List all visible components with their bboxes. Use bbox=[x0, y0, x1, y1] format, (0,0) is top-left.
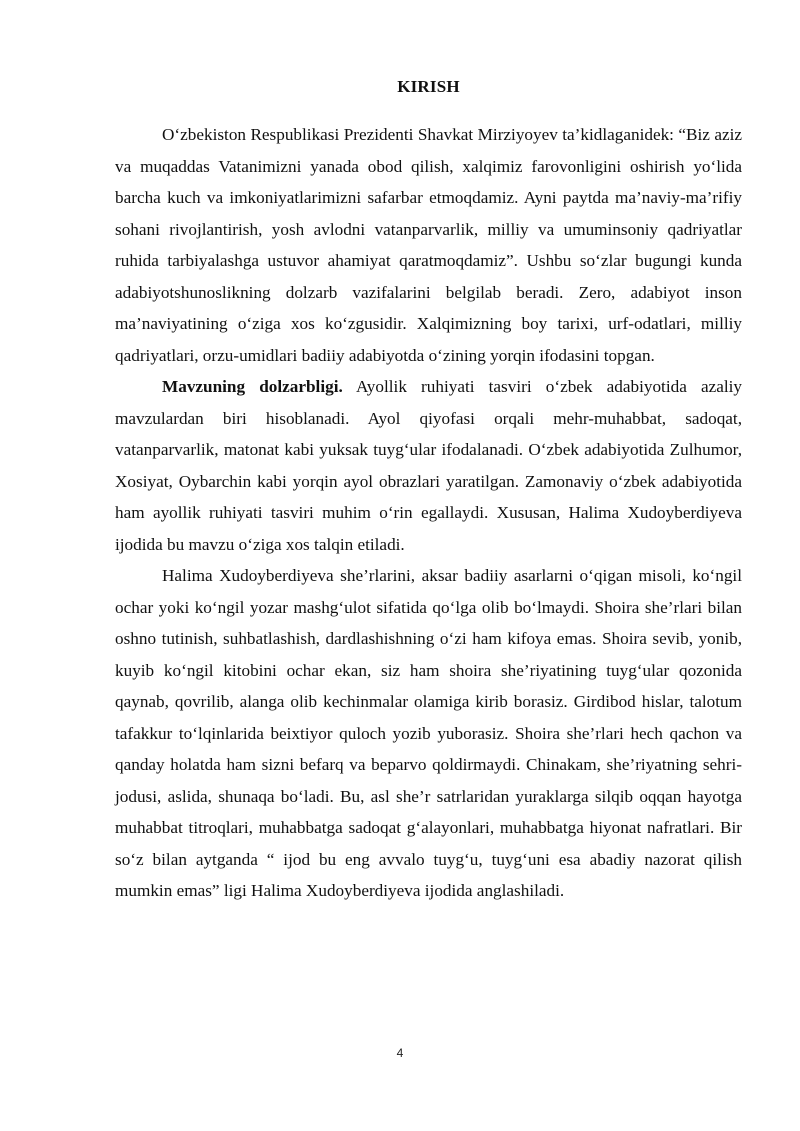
paragraph-intro-text: O‘zbekiston Respublikasi Prezidenti Shavkat Mirziyoyev ta’kidlaganidek: “Biz aziz va muqaddas Vatanimizni yanada obod qilish, xalqimiz farovonligini oshirish yo‘lida barcha kuch va imkoniyatlarimizni safarbar etmoqdamiz. Ayni paytda ma’naviy-ma’rifiy sohani rivojlantirish, yosh avlodni vatanparvarlik, milliy va umuminsoniy qadriyatlar ruhida tarbiyalashga ustuvor ahamiyat qaratmoqdamiz”. Ushbu so‘zlar bugungi kunda adabiyotshunoslikning dolzarb vazifalarini belgilab beradi. Zero, adabiyot inson ma’naviyatining o‘ziga xos ko‘zgusidir. Xalqimizning boy tarixi, urf-odatlari, milliy qadriyatlari, orzu-umidlari badiiy adabiyotda o‘zining yorqin ifodasini topgan. bbox=[115, 125, 742, 365]
page-number: 4 bbox=[396, 1046, 404, 1060]
document-page bbox=[115, 77, 742, 907]
paragraph-intro bbox=[115, 119, 742, 371]
document-title: KIRISH bbox=[397, 77, 460, 96]
paragraph-relevance bbox=[115, 371, 742, 560]
paragraph-poetry bbox=[115, 560, 742, 907]
paragraph-relevance-heading: Mavzuning dolzarbligi. bbox=[162, 377, 343, 396]
paragraph-poetry-text: Halima Xudoyberdiyeva she’rlarini, aksar badiiy asarlarni o‘qigan misoli, ko‘ngil ochar yoki ko‘ngil yozar mashg‘ulot sifatida qo‘lga olib bo‘lmaydi. Shoira she’rlari bilan oshno tutinish, suhbatlashish, dardlashishning o‘zi ham kifoya emas. Shoira sevib, yonib, kuyib ko‘ngil kitobini ochar ekan, siz ham shoira she’riyatining tuyg‘ular qozonida qaynab, qovrilib, alanga olib kechinmalar olamiga kirib borasiz. Girdibod hislar, talotum tafakkur to‘lqinlarida beixtiyor quloch yozib yuborasiz. Shoira she’rlari hech qachon va qanday holatda ham sizni befarq va beparvo qoldirmaydi. Chinakam, she’riyatning sehri-jodusi, aslida, shunaqa bo‘ladi. Bu, asl she’r satrlaridan yuraklarga silqib oqqan hayotga muhabbat titroqlari, muhabbatga sadoqat g‘alayonlari, muhabbatga hiyonat nafratlari. Bir so‘z bilan aytganda “ ijod bu eng avvalo tuyg‘u, tuyg‘uni esa abadiy nazorat qilish mumkin emas” ligi Halima Xudoyberdiyeva ijodida anglashiladi. bbox=[115, 566, 742, 900]
paragraph-relevance-text: Ayollik ruhiyati tasviri o‘zbek adabiyotida azaliy mavzulardan biri hisoblanadi. Ayol qiyofasi orqali mehr-muhabbat, sadoqat, vatanparvarlik, matonat kabi yuksak tuyg‘ular ifodalanadi. O‘zbek adabiyotida Zulhumor, Xosiyat, Oybarchin kabi yorqin ayol obrazlari yaratilgan. Zamonaviy o‘zbek adabiyotida ham ayollik ruhiyati tasviri muhim o‘rin egallaydi. Xususan, Halima Xudoyberdiyeva ijodida bu mavzu o‘ziga xos talqin etiladi. bbox=[115, 377, 742, 554]
